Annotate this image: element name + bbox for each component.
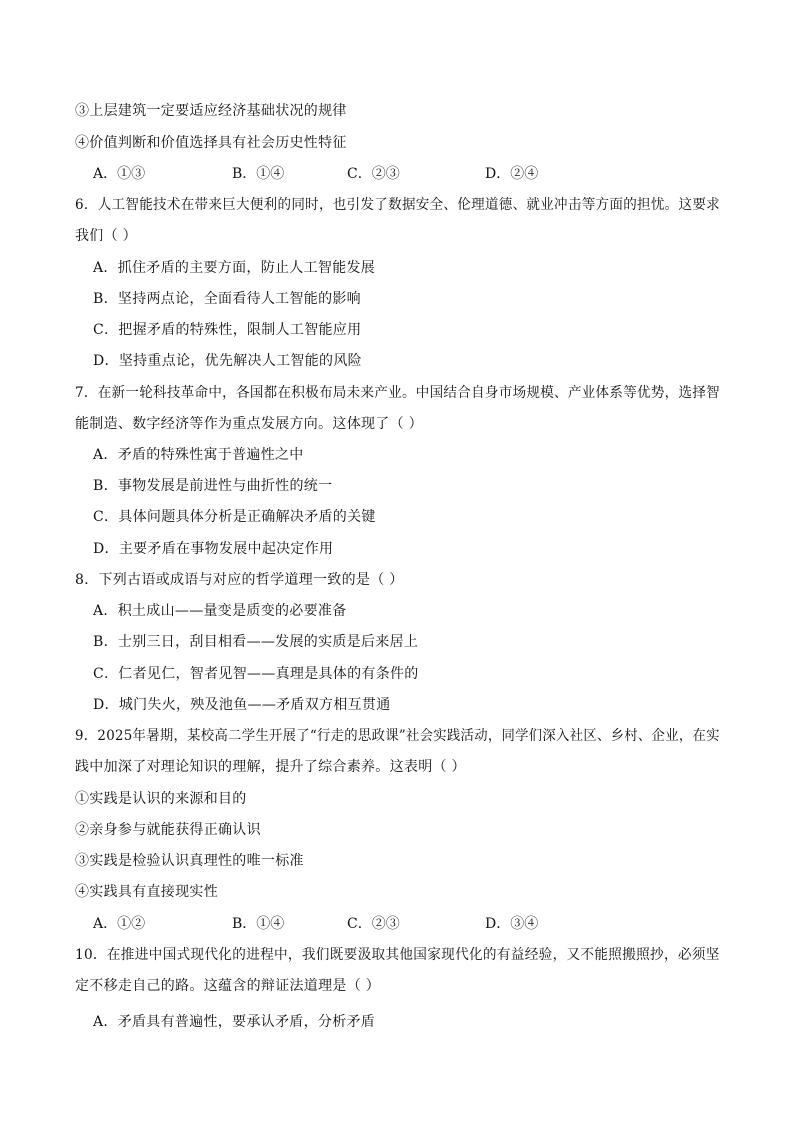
statement-3: ③上层建筑一定要适应经济基础状况的规律 — [75, 103, 347, 119]
q6-option-b: B．坚持两点论，全面看待人工智能的影响 — [93, 291, 361, 307]
q6-stem-line-2: 我们（ ） — [75, 228, 137, 244]
q7-stem-line-2: 能制造、数字经济等作为重点发展方向。这体现了（ ） — [75, 416, 423, 432]
q7-option-c: C．具体问题具体分析是正确解决矛盾的关键 — [93, 509, 376, 525]
statement-4: ④价值判断和价值选择具有社会历史性特征 — [75, 135, 347, 151]
q9-option-d: D．③④ — [485, 916, 539, 932]
q7-stem-line-1: 7．在新一轮科技革命中，各国都在积极布局未来产业。中国结合自身市场规模、产业体系等优势，选择智 — [75, 385, 721, 401]
q9-statement-2: ②亲身参与就能获得正确认识 — [75, 822, 261, 838]
q8-option-c: C．仁者见仁，智者见智——真理是具体的有条件的 — [93, 666, 419, 682]
q10-stem-line-1: 10．在推进中国式现代化的进程中，我们既要汲取其他国家现代化的有益经验，又不能照搬照抄，必须坚 — [75, 947, 720, 963]
q9-stem-line-2: 践中加深了对理论知识的理解，提升了综合素养。这表明（ ） — [75, 759, 466, 775]
q8-stem: 8．下列古语或成语与对应的哲学道理一致的是（ ） — [75, 572, 404, 588]
q8-option-d: D．城门失火，殃及池鱼——矛盾双方相互贯通 — [93, 697, 391, 713]
option-b: B．①④ — [232, 166, 285, 182]
q9-statement-1: ①实践是认识的来源和目的 — [75, 791, 247, 807]
prev-question-options — [93, 164, 693, 184]
q10-stem-line-2: 定不移走自己的路。这蕴含的辩证法道理是（ ） — [75, 978, 381, 994]
q9-options — [93, 914, 693, 934]
q9-statement-4: ④实践具有直接现实性 — [75, 884, 218, 900]
option-a: A．①③ — [93, 166, 146, 182]
q8-option-a: A．积土成山——量变是质变的必要准备 — [93, 603, 347, 619]
q8-option-b: B．士别三日，刮目相看——发展的实质是后来居上 — [93, 634, 419, 650]
option-d: D．②④ — [485, 166, 539, 182]
q7-option-d: D．主要矛盾在事物发展中起决定作用 — [93, 541, 334, 557]
q7-option-a: A．矛盾的特殊性寓于普遍性之中 — [93, 447, 304, 463]
q6-option-a: A．抓住矛盾的主要方面，防止人工智能发展 — [93, 260, 376, 276]
q6-stem-line-1: 6．人工智能技术在带来巨大便利的同时，也引发了数据安全、伦理道德、就业冲击等方面的担忧。这要求 — [75, 197, 721, 213]
q6-option-d: D．坚持重点论，优先解决人工智能的风险 — [93, 353, 362, 369]
q9-option-c: C．②③ — [347, 916, 400, 932]
q10-option-a: A．矛盾具有普遍性，要承认矛盾，分析矛盾 — [93, 1014, 376, 1030]
q9-stem-line-1: 9．2025年暑期，某校高二学生开展了“行走的思政课”社会实践活动，同学们深入社区、乡村、企业，在实 — [75, 728, 720, 744]
q7-option-b: B．事物发展是前进性与曲折性的统一 — [93, 478, 333, 494]
q6-option-c: C．把握矛盾的特殊性，限制人工智能应用 — [93, 322, 362, 338]
q9-statement-3: ③实践是检验认识真理性的唯一标准 — [75, 853, 304, 869]
option-c: C．②③ — [347, 166, 400, 182]
q9-option-a: A．①② — [93, 916, 146, 932]
q9-option-b: B．①④ — [232, 916, 285, 932]
